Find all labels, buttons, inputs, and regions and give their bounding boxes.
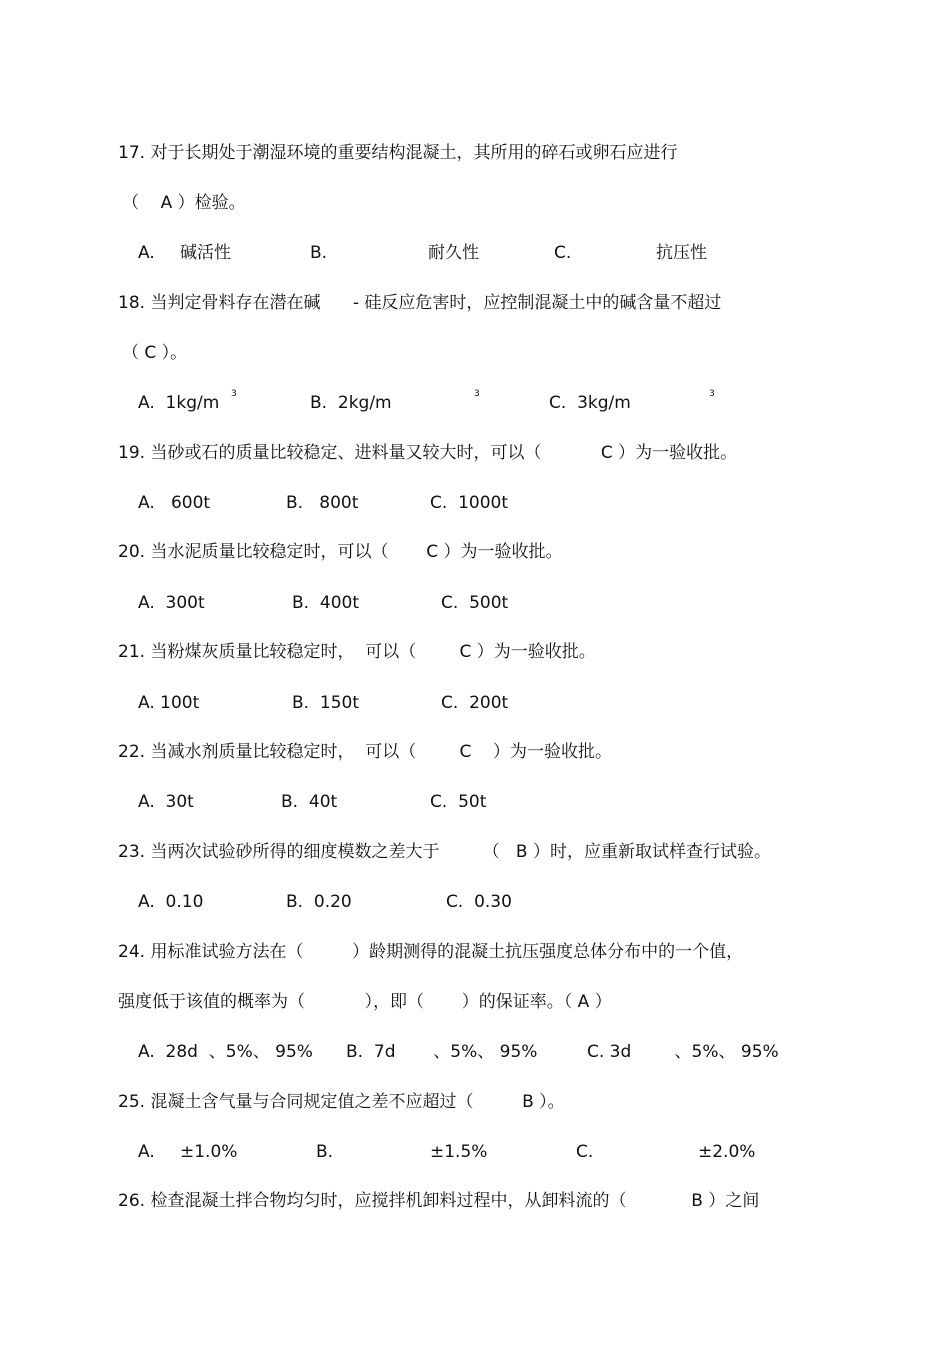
- question-20-option-a: A. 300t: [138, 593, 205, 613]
- question-17-option-a-text: 碱活性: [180, 243, 231, 263]
- question-25-option-c-letter: C.: [576, 1142, 594, 1162]
- question-25-option-c-text: ±2.0%: [698, 1142, 756, 1162]
- question-20-option-c: C. 500t: [441, 593, 509, 613]
- question-17-stem: 17. 对于长期处于潮湿环境的重要结构混凝土，其所用的碎石或卵石应进行: [118, 143, 678, 163]
- question-23-option-c: C. 0.30: [446, 892, 512, 912]
- question-25-option-a-text: ±1.0%: [180, 1142, 238, 1162]
- question-18-option-c: C. 3kg/m: [549, 393, 631, 413]
- question-18-stem: 18. 当判定骨料存在潜在碱 - 硅反应危害时，应控制混凝土中的碱含量不超过: [118, 293, 722, 313]
- question-17-option-b-text: 耐久性: [428, 243, 479, 263]
- question-17-stem-cont: （ A ）检验。: [122, 193, 246, 213]
- question-24-option-c: C. 3d 、5%、 95%: [587, 1042, 779, 1062]
- question-17-option-a-letter: A.: [138, 243, 155, 263]
- question-19-option-b: B. 800t: [286, 493, 359, 513]
- question-19-option-c: C. 1000t: [430, 493, 509, 513]
- question-18-option-b-superscript: 3: [474, 389, 480, 399]
- question-20-stem: 20. 当水泥质量比较稳定时，可以（ C ）为一验收批。: [118, 542, 563, 562]
- question-19-stem: 19. 当砂或石的质量比较稳定、进料量又较大时，可以（ C ）为一验收批。: [118, 443, 738, 463]
- question-24-option-b: B. 7d 、5%、 95%: [346, 1042, 538, 1062]
- question-23-option-b: B. 0.20: [286, 892, 352, 912]
- question-23-stem: 23. 当两次试验砂所得的细度模数之差大于 （ B ）时，应重新取试样查行试验。: [118, 842, 771, 862]
- question-21-stem: 21. 当粉煤灰质量比较稳定时， 可以（ C ）为一验收批。: [118, 642, 596, 662]
- question-24-stem: 24. 用标准试验方法在（ ）龄期测得的混凝土抗压强度总体分布中的一个值，: [118, 942, 744, 962]
- question-25-option-b-letter: B.: [316, 1142, 334, 1162]
- question-21-option-c: C. 200t: [441, 693, 509, 713]
- question-20-option-b: B. 400t: [292, 593, 359, 613]
- question-26-stem: 26. 检查混凝土拌合物均匀时，应搅拌机卸料过程中，从卸料流的（ B ）之间: [118, 1191, 760, 1211]
- question-25-option-b-text: ±1.5%: [430, 1142, 488, 1162]
- question-22-option-b: B. 40t: [281, 792, 338, 812]
- question-17-option-b-letter: B.: [310, 243, 328, 263]
- question-24-option-a: A. 28d 、5%、 95%: [138, 1042, 313, 1062]
- question-21-option-b: B. 150t: [292, 693, 359, 713]
- question-18-option-c-superscript: 3: [709, 389, 715, 399]
- question-17-option-c-letter: C.: [554, 243, 572, 263]
- question-22-option-a: A. 30t: [138, 792, 194, 812]
- question-25-stem: 25. 混凝土含气量与合同规定值之差不应超过（ B ）。: [118, 1092, 565, 1112]
- question-24-stem-cont: 强度低于该值的概率为（ ），即（ ）的保证率。（ A ）: [118, 992, 612, 1012]
- question-18-stem-cont: （ C ）。: [122, 343, 188, 363]
- question-18-option-a: A. 1kg/m: [138, 393, 220, 413]
- question-17-option-c-text: 抗压性: [656, 243, 707, 263]
- question-23-option-a: A. 0.10: [138, 892, 204, 912]
- question-25-option-a-letter: A.: [138, 1142, 155, 1162]
- question-21-option-a: A. 100t: [138, 693, 200, 713]
- question-22-option-c: C. 50t: [430, 792, 487, 812]
- question-22-stem: 22. 当减水剂质量比较稳定时， 可以（ C ）为一验收批。: [118, 742, 612, 762]
- question-18-option-b: B. 2kg/m: [310, 393, 392, 413]
- question-18-option-a-superscript: 3: [231, 389, 237, 399]
- question-19-option-a: A. 600t: [138, 493, 211, 513]
